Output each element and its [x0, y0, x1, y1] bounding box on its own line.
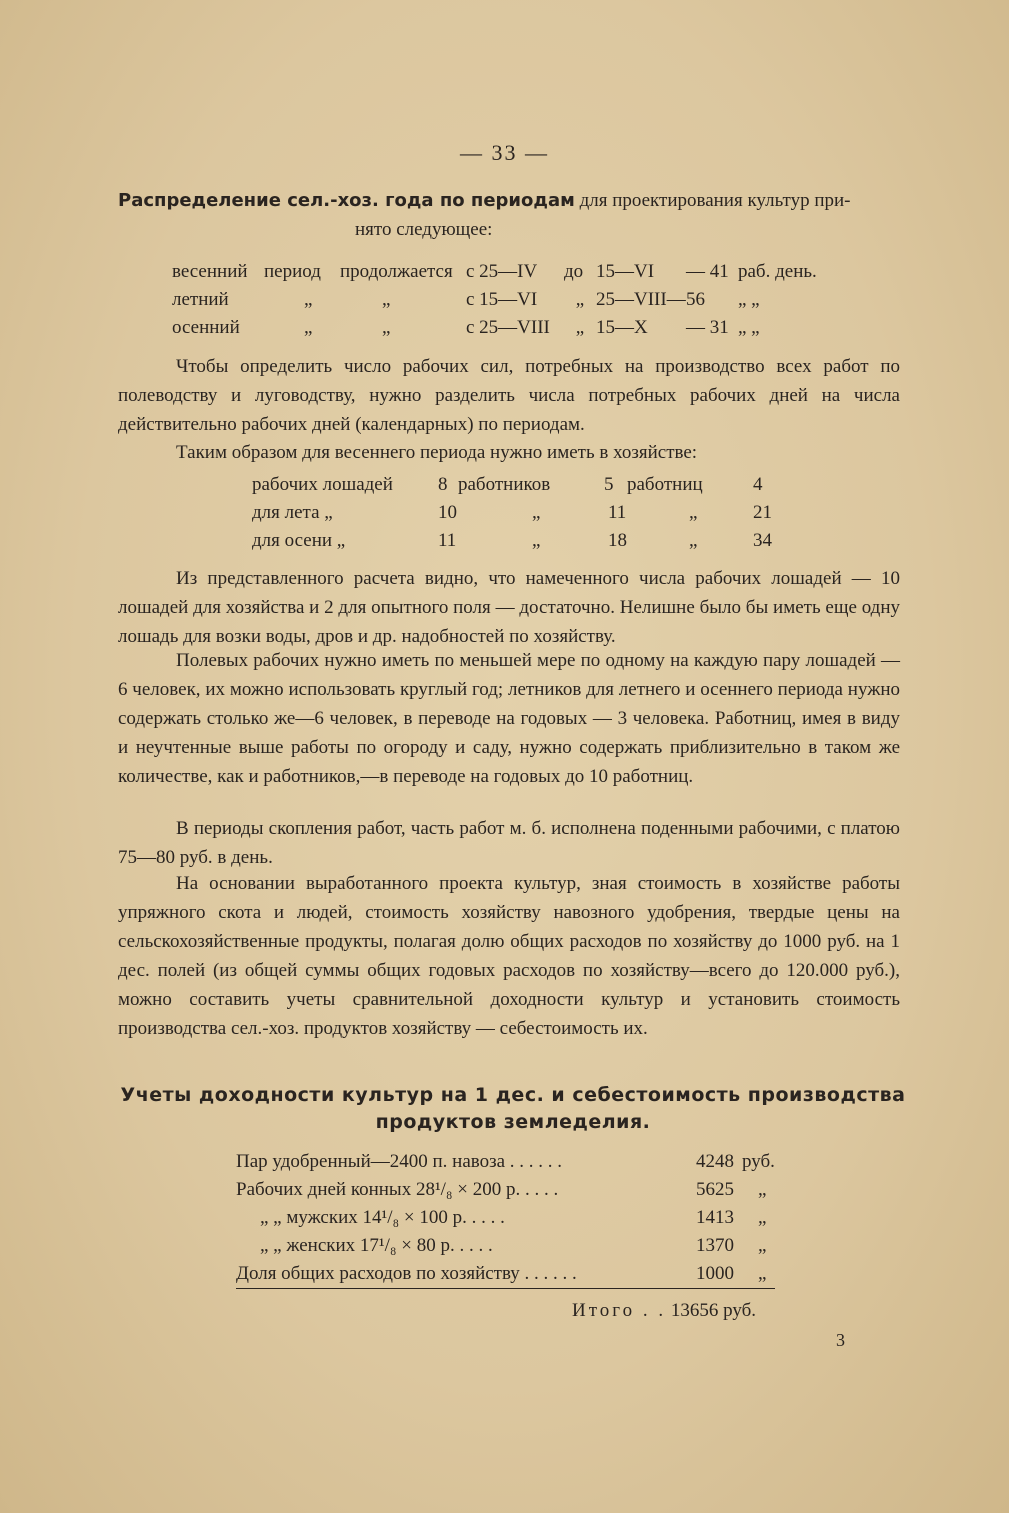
- period-unit: „ „: [738, 317, 760, 338]
- workers-value: 5: [604, 474, 614, 495]
- calc-row: [236, 1176, 775, 1204]
- calc-total: [572, 1300, 756, 1322]
- workers-value: 18: [608, 530, 627, 551]
- period-days: — 31: [686, 317, 729, 338]
- period-to-word: до: [564, 261, 584, 282]
- period-cell: „: [382, 317, 391, 338]
- period-cell: „: [304, 317, 313, 338]
- calc-amount: 1000: [688, 1260, 734, 1289]
- period-unit: „ „: [738, 289, 760, 310]
- period-name: летний: [172, 289, 229, 310]
- period-row: [172, 258, 817, 286]
- paragraph: Чтобы определить число рабочих сил, потребных на производство всех работ по полеводству и луговодству, нужно разделить числа потребных рабочих дней на числа действительно рабочих дней (календарных) по периодам.: [118, 356, 900, 435]
- paragraph: Полевых рабочих нужно иметь по меньшей мере по одному на каждую пару лошадей — 6 человек, их можно использовать круглый год; летников для летнего и осеннего периода нужно содержать столько же—6 человек, в переводе на годовых — 3 человека. Работниц, имея в виду и неучтенные выше работы по огороду и саду, нужно содержать приблизительно в таком же количестве, как и работников,—в переводе на годовых до 10 работниц.: [118, 650, 900, 787]
- period-to-word: „: [575, 317, 585, 338]
- period-cell: продолжается: [340, 261, 453, 282]
- calc-table: [236, 1148, 775, 1289]
- calc-amount: 4248: [696, 1151, 734, 1172]
- calc-amount: 1370: [696, 1235, 734, 1256]
- workers-value: 10: [438, 502, 457, 523]
- workers-value: 11: [438, 530, 457, 551]
- section-heading-rest: для проектирования культур при-: [574, 190, 851, 211]
- calc-heading-line1: Учеты доходности культур на 1 дес. и себестоимость производства: [120, 1084, 906, 1106]
- workers-label: работниц: [627, 474, 703, 495]
- period-cell: „: [382, 289, 391, 310]
- periods-table: [172, 258, 817, 342]
- workers-value: 34: [753, 530, 772, 551]
- period-name: осенний: [172, 317, 240, 338]
- calc-unit: руб.: [742, 1151, 775, 1172]
- workers-value: 11: [608, 502, 627, 523]
- workers-value: 4: [753, 474, 763, 495]
- period-days: — 41: [686, 261, 729, 282]
- period-from: с 25—IV: [466, 261, 538, 282]
- calc-heading-line2: продуктов земледелия.: [375, 1111, 651, 1133]
- workers-value: 8: [438, 474, 448, 495]
- workers-value: 21: [753, 502, 772, 523]
- period-cell: „: [304, 289, 313, 310]
- total-amount: 13656: [670, 1300, 719, 1321]
- period-to: 15—VI: [596, 261, 655, 282]
- calc-heading: [118, 1082, 908, 1136]
- workers-label: для осени „: [252, 530, 346, 551]
- period-from: с 15—VI: [466, 289, 538, 310]
- calc-row: [236, 1204, 775, 1232]
- total-label: Итого . .: [572, 1300, 667, 1321]
- workers-row: [252, 527, 772, 555]
- workers-label: рабочих лошадей: [252, 474, 393, 495]
- workers-label: для лета „: [252, 502, 333, 523]
- calc-label: „ „ мужских 14¹/₈ × 100 р. . . . .: [260, 1207, 505, 1228]
- calc-unit: „: [734, 1260, 775, 1289]
- paragraph: На основании выработанного проекта культур, зная стоимость в хозяйстве работы упряжного скота и людей, стоимость хозяйству навозного удобрения, твердые цены на сельскохозяйственные продукты, полагая долю общих расходов по хозяйству до 1000 руб. на 1 дес. полей (из общей суммы общих годовых расходов по хозяйству—всего до 120.000 руб.), можно составить учеты сравнительной доходности культур и установить стоимость производства сел.-хоз. продуктов хозяйству — себестоимость их.: [118, 873, 900, 1039]
- workers-table: [252, 471, 772, 555]
- page-number: — 33 —: [460, 140, 549, 165]
- paragraph: Из представленного расчета видно, что намеченного числа рабочих лошадей — 10 лошадей для хозяйства и 2 для опытного поля — достаточно. Нелишне было бы иметь еще одну лошадь для возки воды, дров и др. надобностей по хозяйству.: [118, 568, 900, 647]
- calc-unit: „: [758, 1207, 767, 1228]
- period-to: 25—VIII—: [596, 289, 686, 310]
- calc-row: [236, 1232, 775, 1260]
- period-row: [172, 314, 817, 342]
- period-cell: период: [264, 261, 321, 282]
- section-heading: [118, 186, 900, 244]
- paragraph: В периоды скопления работ, часть работ м. б. исполнена поденными рабочими, с платою 75—80 руб. в день.: [118, 818, 900, 868]
- workers-label: „: [689, 530, 698, 551]
- period-row: [172, 286, 817, 314]
- workers-label: „: [532, 502, 541, 523]
- calc-row: [236, 1148, 775, 1176]
- section-heading-bold: Распределение сел.-хоз. года по периодам: [118, 190, 575, 211]
- calc-label: „ „ женских 17¹/₈ × 80 р. . . . .: [260, 1235, 493, 1256]
- period-name: весенний: [172, 261, 248, 282]
- period-to: 15—X: [596, 317, 648, 338]
- period-from: с 25—VIII: [466, 317, 550, 338]
- total-unit: руб.: [723, 1300, 757, 1321]
- calc-row: [236, 1260, 775, 1289]
- calc-label: Рабочих дней конных 28¹/₈ × 200 р. . . . .: [236, 1179, 559, 1200]
- workers-row: [252, 499, 772, 527]
- calc-label: Доля общих расходов по хозяйству . . . . . .: [236, 1260, 688, 1289]
- calc-amount: 1413: [696, 1207, 734, 1228]
- period-to-word: „: [575, 289, 585, 310]
- workers-label: „: [689, 502, 698, 523]
- paragraph: Таким образом для весеннего периода нужно иметь в хозяйстве:: [176, 442, 698, 463]
- signature-mark: 3: [836, 1330, 845, 1350]
- section-heading-rest-line2: нято следующее:: [355, 219, 493, 240]
- workers-label: работников: [458, 474, 551, 495]
- workers-label: „: [532, 530, 541, 551]
- calc-amount: 5625: [696, 1179, 734, 1200]
- calc-label: Пар удобренный—2400 п. навоза . . . . . .: [236, 1151, 563, 1172]
- period-days: 56: [686, 289, 705, 310]
- calc-unit: „: [758, 1235, 767, 1256]
- calc-unit: „: [758, 1179, 767, 1200]
- period-unit: раб. день.: [738, 261, 817, 282]
- workers-row: [252, 471, 772, 499]
